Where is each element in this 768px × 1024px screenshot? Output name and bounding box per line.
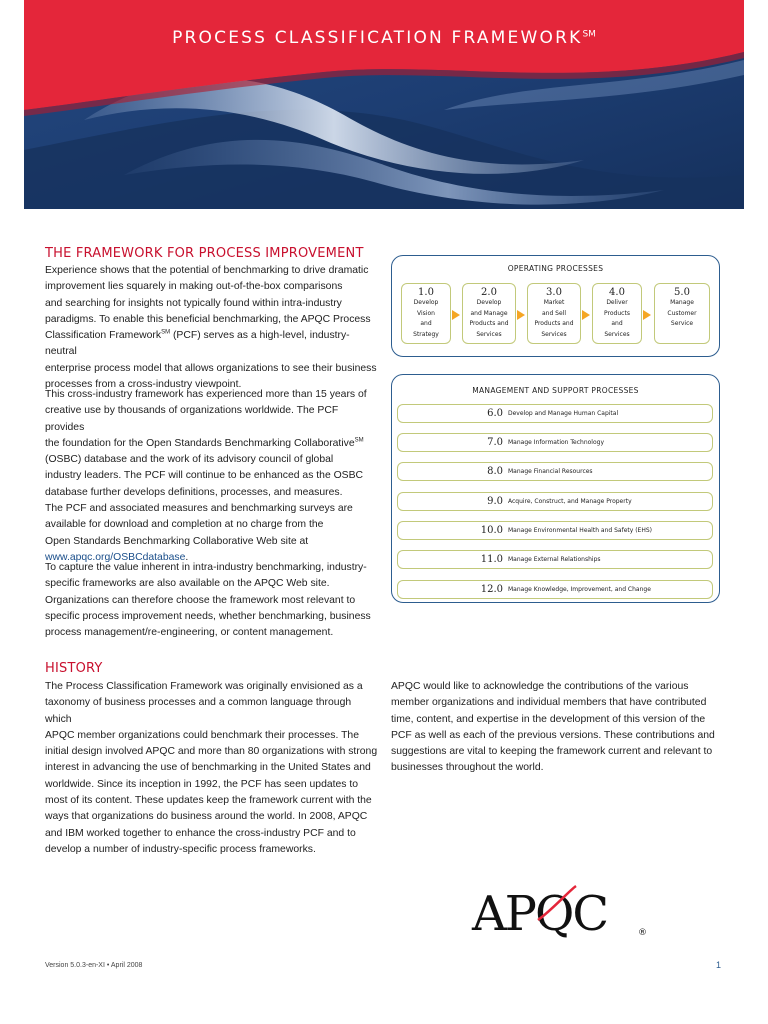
- text-line: database further develops definitions, processes, and measures.: [45, 486, 343, 498]
- operating-process-3: [527, 283, 581, 344]
- text-line: specific process improvement needs, whether benchmarking, business: [45, 610, 371, 622]
- process-label: Manage Environmental Health and Safety (EHS): [508, 527, 652, 534]
- text-line: The Process Classification Framework was originally envisioned as a: [45, 681, 363, 692]
- process-label: Manage Information Technology: [508, 439, 604, 446]
- text-line: Open Standards Benchmarking Collaborative Web site at: [45, 535, 309, 547]
- process-number: 9.0: [487, 496, 503, 507]
- operating-process-2: [462, 283, 516, 344]
- management-process-11: [397, 550, 713, 569]
- management-support-title: MANAGEMENT AND SUPPORT PROCESSES: [472, 386, 639, 395]
- management-process-10: [397, 521, 713, 540]
- process-number: 1.0: [418, 287, 434, 298]
- operating-process-5: [654, 283, 710, 344]
- text-line: APQC would like to acknowledge the contributions of the various: [391, 681, 689, 692]
- text-line: enterprise process model that allows organizations to see their business: [45, 362, 377, 374]
- text-line: the foundation for the Open Standards Benchmarking Collaborative: [45, 437, 355, 449]
- management-process-7: [397, 433, 713, 452]
- text-line: ways that organizations do business around the world. In 2008, APQC: [45, 811, 368, 823]
- version-info: Version 5.0.3-en-XI • April 2008: [45, 962, 143, 969]
- process-number: 2.0: [481, 287, 497, 298]
- management-process-12: [397, 580, 713, 599]
- operating-processes-box: [391, 255, 720, 357]
- section-heading-history: HISTORY: [45, 661, 103, 676]
- text-line: .: [185, 551, 189, 563]
- service-mark: SM: [354, 437, 364, 444]
- process-number: 10.0: [480, 525, 503, 536]
- text-line: available for download and completion at no charge from the: [45, 519, 324, 531]
- management-support-processes-box: [391, 374, 720, 603]
- process-label: Develop Vision and Strategy: [413, 299, 439, 338]
- text-line: improvement lies squarely in making out-of-the-box comparisons: [45, 281, 343, 293]
- process-label: Develop and Manage Products and Services: [469, 299, 509, 338]
- text-line: processes from a cross-industry viewpoint.: [45, 379, 242, 391]
- text-line: process management/re-engineering, or content management.: [45, 627, 334, 639]
- process-number: 5.0: [674, 287, 690, 298]
- arrow-right-icon: [452, 310, 460, 320]
- service-mark: SM: [161, 329, 171, 336]
- paragraph-acknowledgement: [391, 679, 726, 777]
- text-line: taxonomy of business processes and a common language through which: [45, 697, 352, 725]
- arrow-right-icon: [643, 310, 651, 320]
- paragraph-history: [45, 679, 380, 858]
- osbc-database-link[interactable]: www.apqc.org/OSBCdatabase: [45, 551, 186, 563]
- text-line: The PCF and associated measures and benchmarking surveys are: [45, 503, 353, 515]
- paragraph-cross-industry: [45, 387, 380, 566]
- process-number: 7.0: [487, 437, 503, 448]
- text-line: member organizations and individual members that have contributed: [391, 697, 707, 709]
- text-line: Classification Framework: [45, 330, 162, 342]
- process-label: Manage Knowledge, Improvement, and Change: [508, 586, 651, 593]
- text-line: and searching for insights not typically found within intra-industry: [45, 297, 342, 309]
- text-line: businesses throughout the world.: [391, 762, 544, 774]
- text-line: (PCF) serves as a high-level, industry-neutral: [45, 330, 350, 358]
- text-line: industry leaders. The PCF will continue to be enhanced as the OSBC: [45, 470, 364, 482]
- process-label: Acquire, Construct, and Manage Property: [508, 498, 632, 505]
- process-label: Deliver Products and Services: [604, 299, 630, 338]
- page-number: 1: [716, 960, 722, 970]
- text-line: most of its content. These updates keep the framework current with the: [45, 795, 372, 807]
- apqc-logo: [470, 880, 650, 942]
- management-process-6: [397, 404, 713, 423]
- text-line: This cross-industry framework has experienced more than 15 years of: [45, 389, 367, 400]
- process-label: Manage Customer Service: [667, 299, 697, 327]
- process-number: 12.0: [480, 584, 503, 595]
- text-line: Organizations can therefore choose the framework most relevant to: [45, 594, 356, 606]
- header-banner: [24, 0, 744, 209]
- process-label: Develop and Manage Human Capital: [508, 410, 619, 417]
- text-line: worldwide. Since its inception in 1992, the PCF has seen updates to: [45, 778, 359, 790]
- paragraph-industry-specific: [45, 560, 380, 641]
- process-label: Market and Sell Products and Services: [534, 299, 574, 338]
- process-label: Manage Financial Resources: [508, 468, 593, 475]
- paragraph-benchmarking: [45, 263, 380, 393]
- service-mark: SM: [582, 29, 596, 40]
- management-process-9: [397, 492, 713, 511]
- operating-processes-title: OPERATING PROCESSES: [507, 264, 604, 273]
- text-line: To capture the value inherent in intra-industry benchmarking, industry-: [45, 562, 367, 573]
- process-number: 6.0: [487, 408, 503, 419]
- arrow-right-icon: [582, 310, 590, 320]
- text-line: PCF as well as each of the previous versions. These contributions and: [391, 729, 715, 741]
- text-line: suggestions are vital to keeping the framework current and relevant to: [391, 746, 713, 758]
- text-line: (OSBC) database and the work of its advisory council of global: [45, 454, 334, 466]
- text-line: creative use by thousands of organizations worldwide. The PCF provides: [45, 405, 339, 433]
- registered-mark: ®: [638, 928, 647, 938]
- text-line: and IBM worked together to enhance the cross-industry PCF and to: [45, 827, 356, 839]
- logo-wordmark: APQC: [472, 886, 608, 942]
- text-line: specific frameworks are also available on the APQC Web site.: [45, 578, 330, 590]
- text-line: APQC member organizations could benchmark their processes. The: [45, 729, 359, 741]
- arrow-right-icon: [517, 310, 525, 320]
- text-line: Experience shows that the potential of benchmarking to drive dramatic: [45, 265, 369, 276]
- process-number: 11.0: [480, 554, 503, 565]
- text-line: develop a number of industry-specific process frameworks.: [45, 843, 316, 855]
- text-line: time, content, and expertise in the development of this version of the: [391, 713, 706, 725]
- process-label: Manage External Relationships: [508, 556, 601, 563]
- text-line: interest in advancing the use of benchmarking in the United States and: [45, 762, 371, 774]
- document-title: PROCESS CLASSIFICATION FRAMEWORK℠: [172, 28, 596, 48]
- process-number: 8.0: [487, 466, 503, 477]
- management-process-8: [397, 462, 713, 481]
- operating-process-1: [401, 283, 451, 344]
- text-line: initial design involved APQC and more than 80 organizations with strong: [45, 746, 378, 758]
- operating-process-4: [592, 283, 642, 344]
- process-number: 3.0: [546, 287, 562, 298]
- process-number: 4.0: [609, 287, 625, 298]
- text-line: paradigms. To enable this beneficial benchmarking, the APQC Process: [45, 313, 371, 325]
- section-heading-framework: THE FRAMEWORK FOR PROCESS IMPROVEMENT: [45, 246, 364, 261]
